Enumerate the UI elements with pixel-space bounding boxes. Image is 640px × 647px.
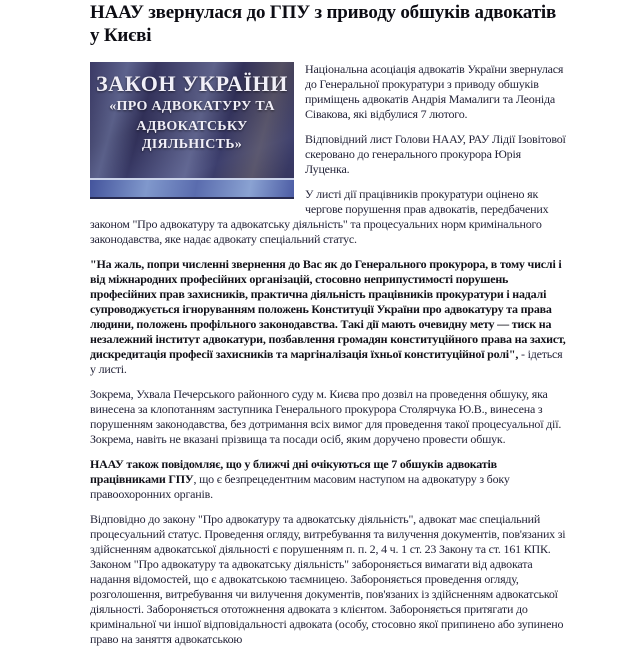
paragraph-law-provisions: Відповідно до закону "Про адвокатуру та адвокатську діяльність", адвокат має спеціальний процесуальний статус. Проведення огляду, витребування та вилучення документів, пов'язаних зі здійсненням адвокатської діяльності є порушенням п. п. 2, 4 ч. 1 ст. 23 Закону та ст. 161 КПК. Законом "Про адвокатуру та адвокатську діяльність" забороняється вимагати від адвоката надання відомостей, що є адвокатською таємницею. Забороняється проведення огляду, розголошення, витребування чи вилучення документів, пов'язаних із здійсненням адвокатської діяльності. Забороняється ототожнення адвоката з клієнтом. Забороняється притягати до кримінальної чи іншої відповідальності адвоката (особу, стосовно якої припинено або зупинено право на заняття адвокатською: [90, 512, 566, 646]
paragraph-upcoming-searches: [90, 457, 568, 502]
book-cover-title-line1: ЗАКОН УКРАЇНИ: [96, 71, 288, 96]
paragraph-upcoming-searches-regular-text: , що є безпрецедентним масовим наступом на адвокатуру з боку правоохоронних органів.: [90, 472, 510, 501]
article-body: [90, 0, 568, 647]
book-cover-title-line2: «ПРО АДВОКАТУРУ ТА: [109, 99, 275, 114]
paragraph-letter-assessment: У листі дії працівників прокуратури оцінено як чергове порушення прав адвокатів, передбачених законом "Про адвокатуру та адвокатську діяльність" та процесуальних норм кримінального законодавства, яке надає адвокату спеціальний статус.: [90, 187, 549, 246]
article-title: НААУ звернулася до ГПУ з приводу обшуків адвокатів у Києві: [90, 2, 557, 46]
paragraph-court-ruling: Зокрема, Ухвала Печерського районного суду м. Києва про дозвіл на проведення обшуку, яка винесена за клопотанням заступника Генерального прокурора Столярчука Ю.В., винесена з порушенням законодавства, без дотримання всіх вимог для проведення такої процесуальної дії. Зокрема, навіть не вказані прізвища та посади осіб, яким доручено провести обшук.: [90, 387, 562, 446]
paragraph-quote: [90, 257, 568, 377]
paragraph-quote-bold-text: "На жаль, попри численні звернення до Вас як до Генерального прокурора, в тому числі і від міжнародних професійних організацій, стосовно неприпустимості порушень професійних прав захисників, практична діяльність працівників прокуратури і надалі супроводжується ігноруванням положень Конституції України про адвокатуру та права людини, положень профільного законодавства. Такі дії мають очевидну мету — тиск на незалежний інститут адвокатури, позбавлення громадян конституційного права на захист, дискредитація професії захисників та маргіналізація їхньої конституційної ролі",: [90, 257, 566, 361]
book-cover-bottom-band: [90, 178, 294, 197]
book-cover-title-line3: АДВОКАТСЬКУ ДІЯЛЬНІСТЬ»: [136, 119, 248, 152]
book-cover-title: [90, 62, 294, 154]
paragraph-upcoming-searches-bold-text: НААУ також повідомляє, що у ближчі дні очікуються ще 7 обшуків адвокатів працівниками ГПУ: [90, 457, 497, 486]
article-image: [90, 62, 294, 199]
paragraph-quote-attribution: - ідеться у листі.: [90, 347, 563, 376]
paragraph-letter-sent: Відповідний лист Голови НААУ, РАУ Лідії Ізовітової скеровано до генерального прокурора Юрія Луценка.: [305, 132, 566, 176]
book-cover-bottom-strip: [90, 197, 294, 199]
paragraph-lead: Національна асоціація адвокатів України звернулася до Генеральної прокуратури з приводу обшуків приміщень адвокатів Андрія Мамалиги та Леоніда Сівакова, які відбулися 7 лютого.: [305, 62, 564, 121]
